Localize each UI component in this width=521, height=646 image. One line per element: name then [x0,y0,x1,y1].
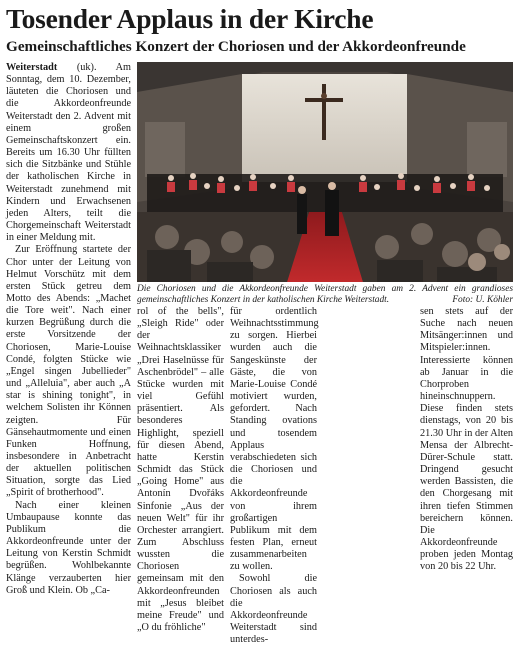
church-concert-image [137,62,513,282]
source-tag: (uk). [57,62,116,73]
paragraph-intro [6,62,131,244]
article-column-2 [137,306,224,634]
paragraph-rehearsals: sen stets auf der Suche nach neuen Mitsänger:innen und Mitspieler:innen. Interessierte können ab Januar in die Chorproben hineinschnuppern. Diese finden stets dienstags, von 20 bis 21.30 Uhr in der Alten Mensa der Albrecht-Dürer-Schule statt. Dringend gesucht werden Bassisten, die den Chorgesang mit ihren tiefen Stimmen bereichern können. Die Akkordeonfreunde proben jeden Montag von 20 bis 22 Uhr. [420,306,513,573]
headline: Tosender Applaus in der Kirche [6,3,374,34]
article-column-3 [230,306,319,646]
paragraph-finale: für ordentlich Weihnachtsstimmung zu sorgen. Hierbei wurden auch die Sangeskünste der Gäste, die von Marie-Louise Condé motiviert wurden, gefordert. Nach Standing ovations und tosendem Applaus verabschiedeten sich die Choriosen und die Akkordeonfreunde von ihrem großartigen Publikum mit dem festen Plan, erneut zusammenarbeiten zu wollen. [230,306,319,573]
paragraph-recruiting-start: Sowohl die Choriosen als auch die Akkordeonfreunde Weiterstadt sind unterdes- [230,573,317,646]
concert-photo [137,62,513,282]
paragraph-program: rol of the bells", „Sleigh Ride" oder der Weihnachtsklassiker „Drei Haselnüsse für Aschenbrödel" – alle Stücke wurden mit viel Gefühl präsentiert. Als besonderes Highlight, speziell für diesen Abend, hatte Kerstin Schmidt das Stück „Going Home" aus Antonín Dvořáks Sinfonie „Aus der neuen Welt" für ihr Orchester arrangiert. Zum Abschluss wussten die Choriosen gemeinsam mit den Akkordeonfreunden mit „Jesus bleibet meine Freude" und „O du fröhliche" [137,306,224,634]
caption-text: Die Choriosen und die Akkordeonfreunde Weiterstadt gaben am 2. Advent ein grandioses gemeinschaftliches Konzert in der katholischen Kirche Weiterstadt. [137,284,513,305]
subheadline: Gemeinschaftliches Konzert der Choriosen und der Akkordeonfreunde [6,38,466,55]
paragraph-opening: Zur Eröffnung startete der Chor unter der Leitung von Helmut Vorschütz mit dem ersten Stück getreu dem Motto des Abends: „Machet die Tore weit". Nach einer kurzen Begrüßung durch die erste Vorsitzende der Choriosen, Marie-Louise Condé, folgten Stücke wie „Engel singen Jubellieder" und „Alleluia", aber auch „A star is shining tonight", in welchem Solisten ihr Können zeigten. Für Gänsehautmomente und einen Funken Hoffnung, insbesondere in Anbetracht der aktuellen politischen Situation, sorgte das Lied „Spirit of brotherhood". [6,244,131,499]
intro-text: Am Sonntag, dem 10. Dezember, läuteten die Choriosen und die Akkordeonfreunde Weiterstadt den 2. Advent mit einem großen Gemeinschaftskonzert ein. Bereits um 16.30 Uhr füllten sich die Sitzbänke und Stühle der katholischen Kirche in Weiterstadt zunehmend mit Kindern und Erwachsenen jeden Alters, teilt die Chorgemeinschaft Weiterstadt in einer Meldung mit. [6,62,131,244]
dateline: Weiterstadt [6,62,58,73]
article-column-1 [6,62,131,596]
photo-caption [137,284,513,305]
photo-credit: Foto: U. Köhler [452,294,513,305]
article-column-4 [420,306,513,573]
paragraph-accordion: Nach einer kleinen Umbaupause konnte das Publikum die Akkordeonfreunde unter der Leitung von Kerstin Schmidt begrüßen. Wohlbekannte Klänge verzauberten hier Groß und Klein. Ob „Ca- [6,499,131,596]
